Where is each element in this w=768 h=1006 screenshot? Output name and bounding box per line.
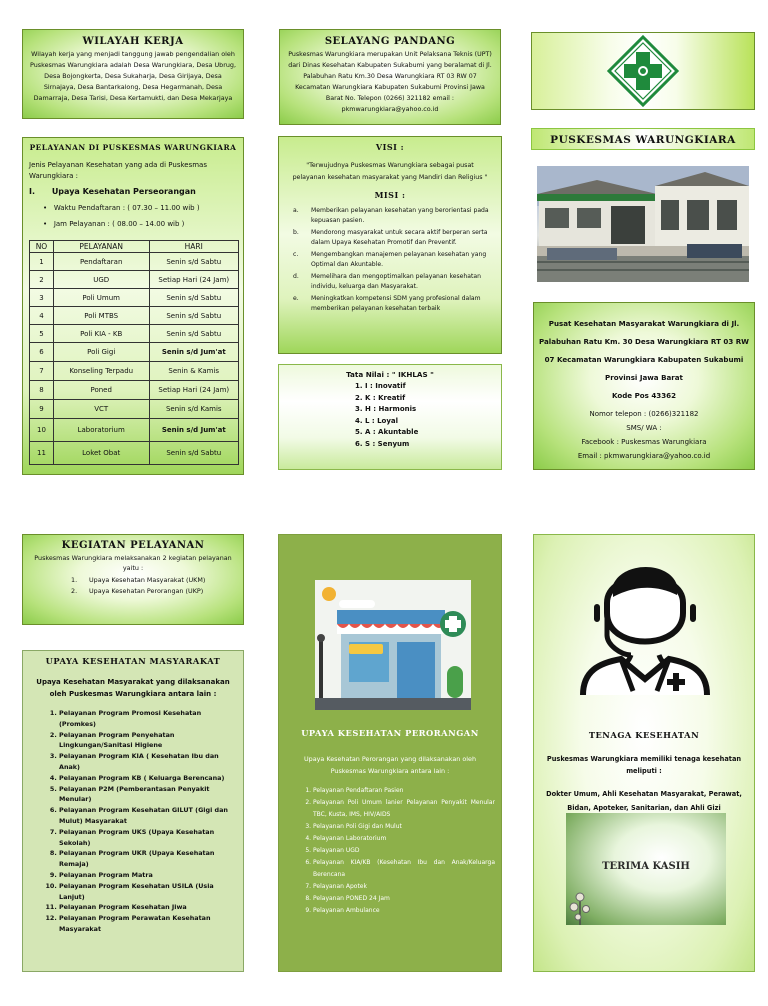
kontak-line: Nomor telepon : (0266)321182	[589, 410, 699, 418]
alamat-line: Provinsi Jawa Barat	[605, 373, 683, 382]
kegiatan-item-text: Upaya Kesehatan Perorangan (UKP)	[89, 587, 204, 595]
section-number: I.	[29, 187, 36, 196]
alamat-line: Palabuhan Ratu Km. 30 Desa Warungkiara RT 03 RW	[538, 337, 750, 346]
ukm-item: 10. Pelayanan Program Kesehatan USILA (Usia Lanjut)	[59, 881, 237, 903]
misi-item	[293, 206, 491, 226]
tata-nilai-item: 6. S : Senyum	[355, 439, 410, 448]
alamat-line: Kode Pos 43362	[611, 391, 677, 400]
tenaga-title: TENAGA KESEHATAN	[588, 730, 700, 740]
jadwal-item: • Waktu Pendaftaran : ( 07.30 – 11.00 wib )	[43, 204, 200, 212]
cell-no: 6	[30, 343, 54, 362]
kegiatan-panel	[22, 534, 244, 625]
cell-layanan: Poli MTBS	[53, 307, 149, 325]
doctor-icon	[577, 555, 713, 695]
misi-mark: e.	[293, 295, 299, 302]
tata-nilai-item: 5. A : Akuntable	[355, 428, 419, 436]
cell-no: 5	[30, 325, 54, 343]
ukp-item: 2. Pelayanan Poli Umum lanier Pelayanan Penyakit Menular TBC, Kusta, IMS, HIV/AIDS	[313, 797, 495, 821]
thank-you-card	[566, 813, 726, 925]
kegiatan-intro: Puskesmas Warungkiara melaksanakan 2 kegiatan pelayanan yaitu :	[34, 554, 232, 572]
visi-text: "Terwujudnya Puskesmas Warungkiara sebagai pusat pelayanan kesehatan masyarakat yang Mandiri dan Religius "	[292, 162, 488, 181]
misi-text: Memberikan pelayanan kesehatan yang berorientasi pada kepuasan pasien.	[311, 207, 489, 224]
ukm-item: 11. Pelayanan Program Kesehatan Jiwa	[59, 902, 237, 913]
tata-nilai-item: 3. H : Harmonis	[355, 405, 417, 413]
cell-hari: Senin s/d Kamis	[149, 400, 238, 419]
visi-title: VISI :	[375, 142, 405, 152]
kontak-line: SMS/ WA :	[626, 424, 662, 432]
tata-nilai-panel	[278, 364, 502, 470]
pelayanan-table-body	[30, 253, 239, 465]
misi-mark: d.	[293, 273, 299, 280]
ukm-item: 9. Pelayanan Program Matra	[59, 870, 237, 881]
ukp-item: 4. Pelayanan Laboratorium	[313, 833, 495, 845]
table-row	[30, 253, 239, 271]
misi-item	[293, 228, 491, 248]
cell-no: 3	[30, 289, 54, 307]
tata-nilai-item: 1. I : Inovatif	[355, 382, 406, 390]
tenaga-intro: Puskesmas Warungkiara memiliki tenaga kesehatan meliputi :	[546, 755, 742, 775]
cell-no: 10	[30, 419, 54, 442]
table-row	[30, 381, 239, 400]
ukp-item: 9. Pelayanan Ambulance	[313, 905, 495, 917]
misi-item	[293, 272, 491, 292]
table-row	[30, 325, 239, 343]
selayang-pandang-panel	[279, 29, 501, 125]
section-title: Upaya Kesehatan Perseorangan	[51, 187, 196, 196]
tenaga-list: Dokter Umum, Ahli Kesehatan Masyarakat, Perawat, Bidan, Apoteker, Sanitarian, dan Ahli Gizi	[546, 790, 742, 812]
brand-name: PUSKESMAS WARUNGKIARA	[550, 134, 736, 146]
ukp-item: 5. Pelayanan UGD	[313, 845, 495, 857]
ukm-item: 2. Pelayanan Program Penyehatan Lingkungan/Sanitasi Higiene	[59, 730, 237, 752]
ukm-item: 1. Pelayanan Program Promosi Kesehatan (Promkes)	[59, 708, 237, 730]
table-header-no: NO	[30, 241, 54, 253]
selayang-pandang-title: SELAYANG PANDANG	[324, 36, 456, 47]
misi-list	[279, 200, 501, 314]
table-row	[30, 419, 239, 442]
brand-banner	[531, 128, 755, 150]
kegiatan-title: KEGIATAN PELAYANAN	[61, 540, 205, 551]
pelayanan-title: PELAYANAN DI PUSKESMAS WARUNGKIARA	[29, 143, 237, 152]
jam-pelayanan: Jam Pelayanan : ( 08.00 – 14.00 wib )	[53, 220, 185, 228]
visi-misi-panel	[278, 136, 502, 354]
misi-title: MISI :	[374, 190, 406, 200]
ukp-item: 8. Pelayanan PONED 24 Jam	[313, 893, 495, 905]
health-cross-logo-icon	[607, 35, 679, 107]
logo-panel	[531, 32, 755, 110]
pelayanan-intro: Jenis Pelayanan Kesehatan yang ada di Puskesmas Warungkiara :	[29, 161, 207, 180]
cell-hari: Senin s/d Jum'at	[149, 419, 238, 442]
kontak-lines	[534, 405, 754, 463]
cell-no: 7	[30, 362, 54, 381]
ukp-item: 6. Pelayanan KIA/KB (Kesehatan Ibu dan Anak/Keluarga Berencana	[313, 857, 495, 881]
kegiatan-item: 2. Upaya Kesehatan Perorangan (UKP)	[71, 587, 204, 595]
misi-mark: c.	[293, 251, 299, 258]
misi-item	[293, 250, 491, 270]
cell-layanan: Konseling Terpadu	[53, 362, 149, 381]
cell-hari: Setiap Hari (24 Jam)	[149, 381, 238, 400]
cell-layanan: UGD	[53, 271, 149, 289]
ukm-item: 8. Pelayanan Program UKR (Upaya Kesehatan Remaja)	[59, 848, 237, 870]
ukp-item: 7. Pelayanan Apotek	[313, 881, 495, 893]
ukp-panel	[278, 534, 502, 972]
kegiatan-item-text: Upaya Kesehatan Masyarakat (UKM)	[89, 576, 206, 584]
tata-nilai-title: Tata Nilai : " IKHLAS "	[346, 370, 434, 379]
alamat-lines	[534, 303, 754, 405]
table-row	[30, 343, 239, 362]
ukm-item: 4. Pelayanan Program KB ( Keluarga Berencana)	[59, 773, 237, 784]
alamat-line: Pusat Kesehatan Masyarakat Warungkiara di Jl.	[548, 319, 740, 328]
selayang-pandang-text: Puskesmas Warungkiara merupakan Unit Pelaksana Teknis (UPT) dari Dinas Kesehatan Kabupaten Sukabumi yang beralamat di Jl. Palabuhan Ratu Km.30 Desa Warungkiara RT 03 RW 07 Kecamatan Warungkiara Kabupaten Sukabumi Provinsi Jawa Barat No. Telepon (0266) 321182 email :	[288, 51, 492, 102]
selayang-pandang-email: pkmwarungkiara@yahoo.co.id	[341, 105, 439, 113]
cell-layanan: Poned	[53, 381, 149, 400]
tata-nilai-item: 2. K : Kreatif	[355, 393, 406, 402]
kontak-line: Facebook : Puskesmas Warungkiara	[581, 438, 707, 446]
ukm-list	[23, 700, 243, 935]
wilayah-kerja-text: Wilayah kerja yang menjadi tanggung jawab pengendalian oleh Puskesmas Warungkiara adalah Desa Warungkiara, Desa Ubrug, Desa Bojongkerta, Desa Sukaharja, Desa Girijaya, Desa Sirnajaya, Desa Bantarkalong, Desa Hegarmanah, Desa Damarraja, Desa Tarisi, Desa Kertamukti, dan Desa Mekarjaya	[30, 50, 236, 102]
kontak-line: Email : pkmwarungkiara@yahoo.co.id	[577, 452, 711, 460]
pelayanan-panel	[22, 137, 244, 475]
misi-mark: a.	[293, 207, 299, 214]
cell-hari: Setiap Hari (24 Jam)	[149, 271, 238, 289]
kegiatan-item: 1. Upaya Kesehatan Masyarakat (UKM)	[71, 576, 206, 584]
cell-layanan: Pendaftaran	[53, 253, 149, 271]
table-row	[30, 271, 239, 289]
ukp-item: 3. Pelayanan Poli Gigi dan Mulut	[313, 821, 495, 833]
cell-no: 9	[30, 400, 54, 419]
table-row	[30, 400, 239, 419]
ukm-title: UPAYA KESEHATAN MASYARAKAT	[45, 656, 221, 666]
cell-layanan: Loket Obat	[53, 442, 149, 465]
cell-no: 1	[30, 253, 54, 271]
cell-no: 11	[30, 442, 54, 465]
tenaga-panel	[533, 534, 755, 972]
misi-text: Memelihara dan mengoptimalkan pelayanan kesehatan individu, keluarga dan Masyarakat.	[311, 273, 482, 290]
misi-text: Meningkatkan kompetensi SDM yang profesional dalam memberikan pelayanan kesehatan terbaik	[311, 295, 481, 312]
cell-layanan: VCT	[53, 400, 149, 419]
jadwal-list	[23, 196, 243, 228]
tata-nilai-item: 4. L : Loyal	[355, 416, 399, 425]
ukm-item: 3. Pelayanan Program KIA ( Kesehatan Ibu dan Anak)	[59, 751, 237, 773]
ukm-item: 7. Pelayanan Program UKS (Upaya Kesehatan Sekolah)	[59, 827, 237, 849]
building-photo	[537, 166, 749, 282]
alamat-panel	[533, 302, 755, 470]
ukp-intro: Upaya Kesehatan Perorangan yang dilaksanakan oleh Puskesmas Warungkiara antara lain :	[303, 755, 477, 775]
kegiatan-list	[23, 573, 243, 597]
misi-text: Mendorong masyarakat untuk secara aktif berperan serta dalam Upaya Kesehatan Promotif dan Preventif.	[311, 229, 488, 246]
cell-no: 8	[30, 381, 54, 400]
table-row	[30, 289, 239, 307]
ukp-list	[291, 785, 495, 917]
cell-hari: Senin s/d Sabtu	[149, 253, 238, 271]
ukp-item: 1. Pelayanan Pendaftaran Pasien	[313, 785, 495, 797]
table-row	[30, 307, 239, 325]
ukm-item: 5. Pelayanan P2M (Pemberantasan Penyakit Menular)	[59, 784, 237, 806]
jadwal-item: • Jam Pelayanan : ( 08.00 – 14.00 wib )	[43, 220, 185, 228]
cell-layanan: Poli KIA - KB	[53, 325, 149, 343]
cell-layanan: Poli Gigi	[53, 343, 149, 362]
misi-text: Mengembangkan manajemen pelayanan kesehatan yang Optimal dan Akuntable.	[311, 251, 487, 268]
misi-mark: b.	[293, 229, 299, 236]
ukm-item: 12. Pelayanan Program Perawatan Kesehatan Masyarakat	[59, 913, 237, 935]
cell-hari: Senin s/d Sabtu	[149, 307, 238, 325]
ukm-item: 6. Pelayanan Program Kesehatan GILUT (Gigi dan Mulut) Masyarakat	[59, 805, 237, 827]
alamat-line: 07 Kecamatan Warungkiara Kabupaten Sukabumi	[544, 355, 744, 364]
wilayah-kerja-panel	[22, 29, 244, 119]
table-header-hari: HARI	[149, 241, 238, 253]
thank-you-text: TERIMA KASIH	[602, 861, 690, 872]
ukm-panel	[22, 650, 244, 972]
section-heading	[23, 182, 243, 196]
cell-hari: Senin & Kamis	[149, 362, 238, 381]
flower-icon	[568, 889, 598, 925]
cell-no: 2	[30, 271, 54, 289]
table-row	[30, 362, 239, 381]
table-row	[30, 442, 239, 465]
cell-hari: Senin s/d Sabtu	[149, 442, 238, 465]
cell-hari: Senin s/d Sabtu	[149, 289, 238, 307]
misi-item	[293, 294, 491, 314]
cell-layanan: Poli Umum	[53, 289, 149, 307]
ukm-intro: Upaya Kesehatan Masyarakat yang dilaksanakan oleh Puskesmas Warungkiara antara lain :	[36, 678, 230, 698]
cell-hari: Senin s/d Sabtu	[149, 325, 238, 343]
clinic-store-icon	[315, 580, 471, 710]
cell-layanan: Laboratorium	[53, 419, 149, 442]
waktu-pendaftaran: Waktu Pendaftaran : ( 07.30 – 11.00 wib )	[53, 204, 200, 212]
pelayanan-table	[29, 240, 239, 465]
wilayah-kerja-title: WILAYAH KERJA	[82, 36, 184, 47]
cell-hari: Senin s/d Jum'at	[149, 343, 238, 362]
tata-nilai-list	[279, 379, 501, 450]
ukp-title: UPAYA KESEHATAN PERORANGAN	[301, 728, 479, 738]
table-header-pelayanan: PELAYANAN	[53, 241, 149, 253]
cell-no: 4	[30, 307, 54, 325]
